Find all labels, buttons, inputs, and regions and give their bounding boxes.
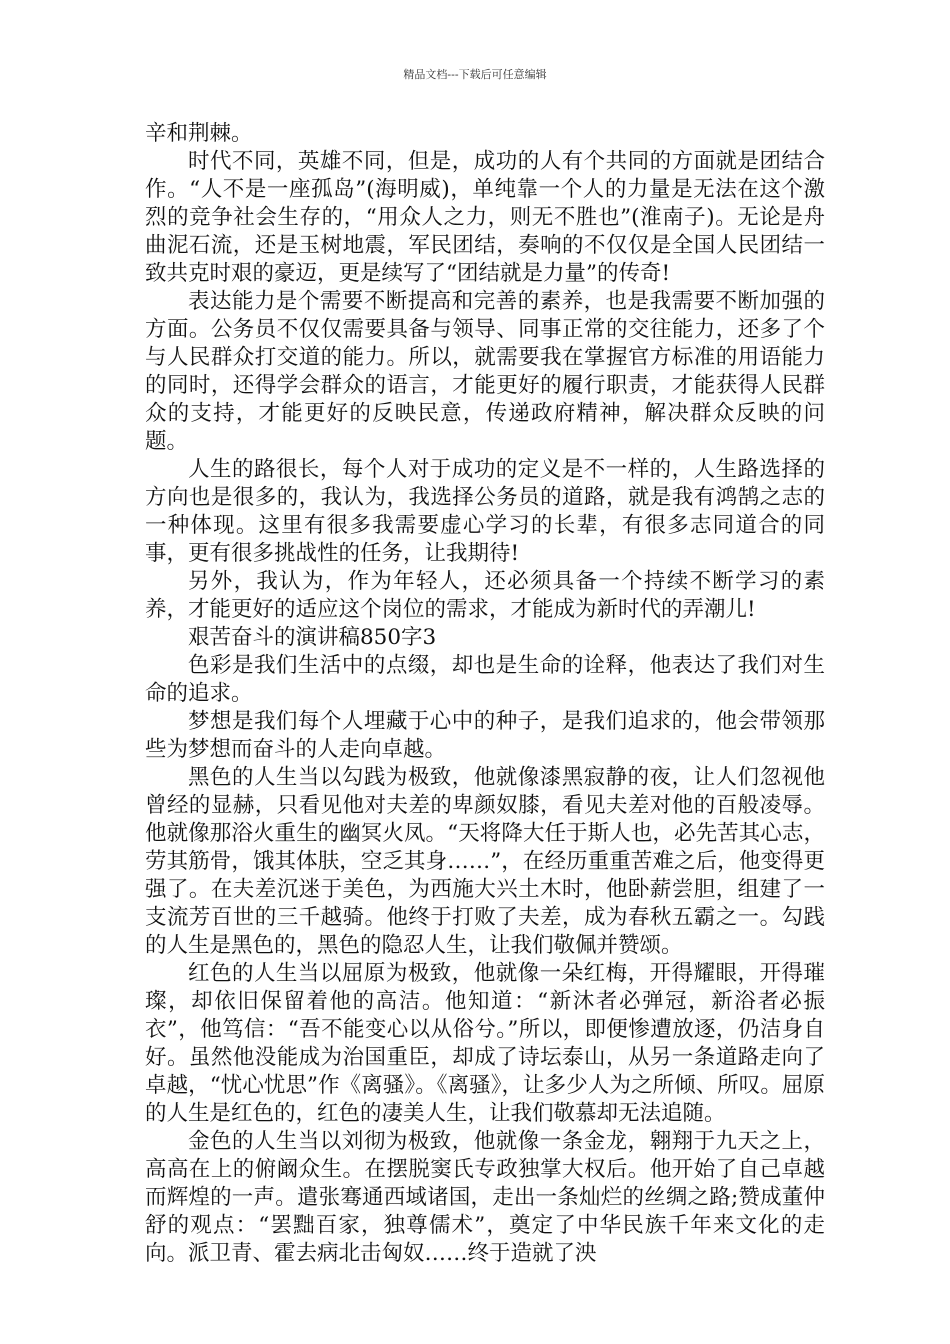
- paragraph: 黑色的人生当以勾践为极致，他就像漆黑寂静的夜，让人们忽视他曾经的显赫，只看见他对夫差的卑颜奴膝，看见夫差对他的百般凌辱。他就像那浴火重生的幽冥火凤。“天将降大任于斯人也，必先苦其心志，劳其筋骨，饿其体肤，空乏其身……”，在经历重重苦难之后，他变得更强了。在夫差沉迷于美色，为西施大兴土木时，他卧薪尝胆，组建了一支流芳百世的三千越骑。他终于打败了夫差，成为春秋五霸之一。勾践的人生是黑色的，黑色的隐忍人生，让我们敬佩并赞颂。: [145, 765, 825, 958]
- paragraph: 人生的路很长，每个人对于成功的定义是不一样的，人生路选择的方向也是很多的，我认为，我选择公务员的道路，就是我有鸿鹄之志的一种体现。这里有很多我需要虚心学习的长辈，有很多志同道合的同事，更有很多挑战性的任务，让我期待!: [145, 457, 825, 566]
- paragraph: 红色的人生当以屈原为极致，他就像一朵红梅，开得耀眼，开得璀璨，却依旧保留着他的高洁。他知道：“新沐者必弹冠，新浴者必振衣”，他笃信：“吾不能变心以从俗兮。”所以，即便惨遭放逐，仍洁身自好。虽然他没能成为治国重臣，却成了诗坛泰山，从另一条道路走向了卓越，“忧心忧思”作《离骚》。《离骚》，让多少人为之所倾、所叹。屈原的人生是红色的，红色的凄美人生，让我们敬慕却无法追随。: [145, 961, 825, 1126]
- paragraph: 金色的人生当以刘彻为极致，他就像一条金龙，翱翔于九天之上，高高在上的俯阚众生。在摆脱窦氏专政独掌大权后。他开始了自己卓越而辉煌的一声。遣张骞通西域诸国，走出一条灿烂的丝绸之路;赞成董仲舒的观点：“罢黜百家，独尊儒术”，奠定了中华民族千年来文化的走向。派卫青、霍去病北击匈奴……终于造就了泱: [145, 1129, 825, 1266]
- paragraph: 辛和荆棘。: [145, 121, 253, 146]
- paragraph: 另外，我认为，作为年轻人，还必须具备一个持续不断学习的素养，才能更好的适应这个岗位的需求，才能成为新时代的弄潮儿!: [145, 569, 825, 622]
- document-body: [145, 120, 825, 1268]
- section-heading: 艰苦奋斗的演讲稿850字3: [188, 625, 437, 650]
- paragraph: 色彩是我们生活中的点缀，却也是生命的诠释，他表达了我们对生命的追求。: [145, 653, 825, 706]
- page-header: 精品文档---下载后可任意编辑: [403, 68, 547, 81]
- paragraph: 梦想是我们每个人埋藏于心中的种子，是我们追求的，他会带领那些为梦想而奋斗的人走向卓越。: [145, 709, 825, 762]
- paragraph: 表达能力是个需要不断提高和完善的素养，也是我需要不断加强的方面。公务员不仅仅需要具备与领导、同事正常的交往能力，还多了个与人民群众打交道的能力。所以，就需要我在掌握官方标准的用语能力的同时，还得学会群众的语言，才能更好的履行职责，才能获得人民群众的支持，才能更好的反映民意，传递政府精神，解决群众反映的问题。: [145, 289, 825, 454]
- paragraph: 时代不同，英雄不同，但是，成功的人有个共同的方面就是团结合作。“人不是一座孤岛”(海明威)，单纯靠一个人的力量是无法在这个激烈的竞争社会生存的，“用众人之力，则无不胜也”(淮南子)。无论是舟曲泥石流，还是玉树地震，军民团结，奏响的不仅仅是全国人民团结一致共克时艰的豪迈，更是续写了“团结就是力量”的传奇!: [145, 149, 825, 286]
